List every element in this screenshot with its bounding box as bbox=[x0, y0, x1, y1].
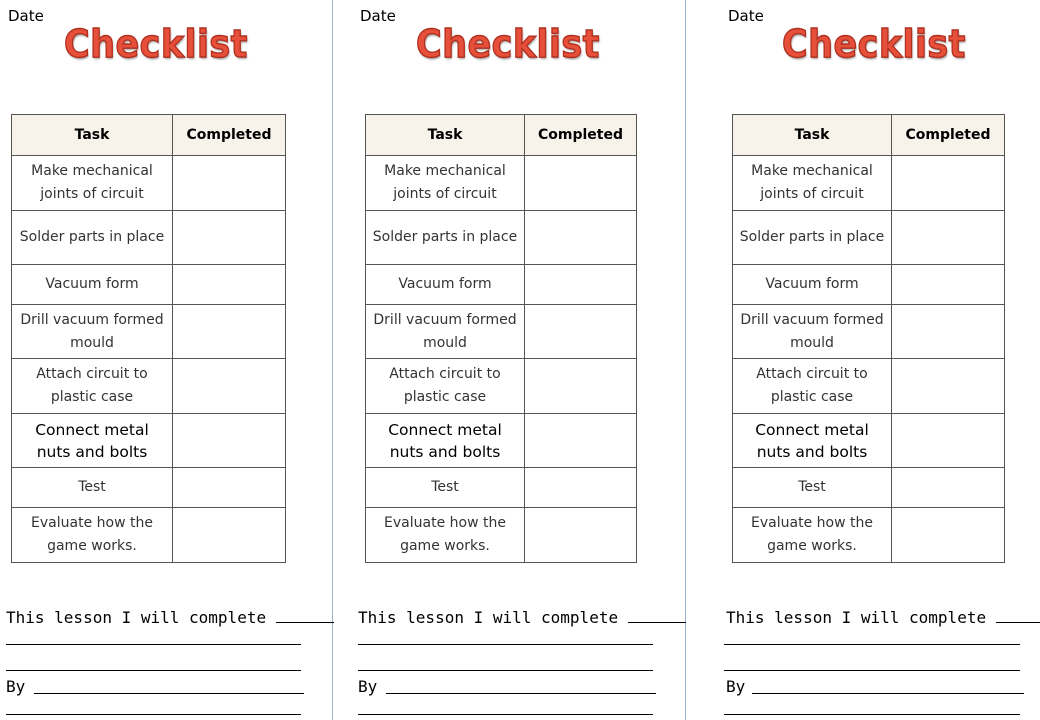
checklist-table bbox=[732, 114, 1005, 563]
task-cell: Solder parts in place bbox=[12, 211, 173, 265]
checklist-title: Checklist bbox=[64, 22, 248, 66]
date-label: Date bbox=[8, 7, 44, 25]
checklist-card-3 bbox=[720, 0, 1040, 720]
task-cell: Vacuum form bbox=[733, 265, 892, 305]
checklist-title: Checklist bbox=[416, 22, 600, 66]
task-cell: Make mechanical joints of circuit bbox=[733, 156, 892, 211]
task-cell: Attach circuit to plastic case bbox=[733, 359, 892, 414]
checklist-table bbox=[365, 114, 637, 563]
completed-cell[interactable] bbox=[173, 265, 286, 305]
task-header: Task bbox=[733, 115, 892, 156]
task-cell: Drill vacuum formed mould bbox=[733, 305, 892, 359]
completed-cell[interactable] bbox=[525, 156, 637, 211]
date-label: Date bbox=[360, 7, 396, 25]
lesson-line bbox=[358, 608, 686, 627]
table-row bbox=[733, 468, 1005, 508]
table-row bbox=[733, 211, 1005, 265]
task-cell: Connect metal nuts and bolts bbox=[12, 414, 173, 468]
task-cell: Solder parts in place bbox=[366, 211, 525, 265]
table-row bbox=[12, 211, 286, 265]
completed-cell[interactable] bbox=[525, 468, 637, 508]
table-row bbox=[12, 508, 286, 563]
checklist-card-1 bbox=[0, 0, 330, 720]
lesson-line bbox=[6, 608, 334, 627]
table-row bbox=[366, 211, 637, 265]
write-line[interactable] bbox=[358, 644, 653, 645]
completed-cell[interactable] bbox=[892, 265, 1005, 305]
table-row bbox=[733, 414, 1005, 468]
completed-cell[interactable] bbox=[892, 508, 1005, 563]
task-cell: Drill vacuum formed mould bbox=[12, 305, 173, 359]
completed-header: Completed bbox=[173, 115, 286, 156]
table-row bbox=[12, 468, 286, 508]
completed-cell[interactable] bbox=[173, 508, 286, 563]
lesson-line bbox=[726, 608, 1040, 627]
checklist-title: Checklist bbox=[782, 22, 966, 66]
table-row bbox=[733, 156, 1005, 211]
table-row bbox=[12, 414, 286, 468]
checklist-table bbox=[11, 114, 286, 563]
completed-cell[interactable] bbox=[525, 265, 637, 305]
table-header-row bbox=[12, 115, 286, 156]
by-line[interactable] bbox=[386, 693, 656, 694]
task-cell: Test bbox=[733, 468, 892, 508]
write-line[interactable] bbox=[724, 644, 1020, 645]
by-line[interactable] bbox=[752, 693, 1024, 694]
write-line[interactable] bbox=[358, 670, 653, 671]
lesson-blank[interactable] bbox=[276, 622, 334, 623]
table-row bbox=[366, 414, 637, 468]
by-label: By bbox=[726, 677, 746, 696]
checklist-card-2 bbox=[352, 0, 682, 720]
table-row bbox=[12, 359, 286, 414]
table-row bbox=[733, 265, 1005, 305]
task-header: Task bbox=[366, 115, 525, 156]
write-line[interactable] bbox=[724, 714, 1020, 715]
completed-cell[interactable] bbox=[525, 305, 637, 359]
task-cell: Connect metal nuts and bolts bbox=[733, 414, 892, 468]
by-line[interactable] bbox=[34, 693, 304, 694]
task-cell: Make mechanical joints of circuit bbox=[12, 156, 173, 211]
write-line[interactable] bbox=[6, 714, 301, 715]
write-line[interactable] bbox=[724, 670, 1020, 671]
completed-cell[interactable] bbox=[892, 211, 1005, 265]
lesson-blank[interactable] bbox=[628, 622, 686, 623]
completed-cell[interactable] bbox=[892, 156, 1005, 211]
task-cell: Attach circuit to plastic case bbox=[12, 359, 173, 414]
completed-cell[interactable] bbox=[173, 414, 286, 468]
task-cell: Evaluate how the game works. bbox=[366, 508, 525, 563]
task-cell: Attach circuit to plastic case bbox=[366, 359, 525, 414]
completed-cell[interactable] bbox=[525, 414, 637, 468]
task-header: Task bbox=[12, 115, 173, 156]
completed-cell[interactable] bbox=[525, 359, 637, 414]
table-row bbox=[366, 508, 637, 563]
completed-cell[interactable] bbox=[892, 305, 1005, 359]
write-line[interactable] bbox=[358, 714, 653, 715]
task-cell: Connect metal nuts and bolts bbox=[366, 414, 525, 468]
completed-cell[interactable] bbox=[173, 359, 286, 414]
table-row bbox=[366, 156, 637, 211]
task-cell: Solder parts in place bbox=[733, 211, 892, 265]
task-cell: Evaluate how the game works. bbox=[733, 508, 892, 563]
lesson-text: This lesson I will complete bbox=[6, 608, 267, 627]
task-cell: Vacuum form bbox=[12, 265, 173, 305]
table-row bbox=[12, 305, 286, 359]
task-cell: Make mechanical joints of circuit bbox=[366, 156, 525, 211]
table-row bbox=[366, 468, 637, 508]
lesson-blank[interactable] bbox=[996, 622, 1040, 623]
write-line[interactable] bbox=[6, 644, 301, 645]
completed-cell[interactable] bbox=[525, 211, 637, 265]
completed-cell[interactable] bbox=[525, 508, 637, 563]
table-row bbox=[733, 508, 1005, 563]
task-cell: Evaluate how the game works. bbox=[12, 508, 173, 563]
task-cell: Test bbox=[366, 468, 525, 508]
by-label: By bbox=[358, 677, 378, 696]
task-cell: Test bbox=[12, 468, 173, 508]
lesson-text: This lesson I will complete bbox=[726, 608, 987, 627]
write-line[interactable] bbox=[6, 670, 301, 671]
table-header-row bbox=[366, 115, 637, 156]
completed-cell[interactable] bbox=[892, 359, 1005, 414]
table-row bbox=[366, 359, 637, 414]
completed-cell[interactable] bbox=[173, 305, 286, 359]
date-label: Date bbox=[728, 7, 764, 25]
task-cell: Vacuum form bbox=[366, 265, 525, 305]
table-row bbox=[733, 359, 1005, 414]
completed-cell[interactable] bbox=[892, 468, 1005, 508]
table-row bbox=[12, 265, 286, 305]
completed-cell[interactable] bbox=[173, 468, 286, 508]
table-row bbox=[366, 265, 637, 305]
completed-cell[interactable] bbox=[173, 211, 286, 265]
completed-header: Completed bbox=[892, 115, 1005, 156]
table-row bbox=[366, 305, 637, 359]
table-row bbox=[733, 305, 1005, 359]
lesson-text: This lesson I will complete bbox=[358, 608, 619, 627]
completed-cell[interactable] bbox=[892, 414, 1005, 468]
completed-header: Completed bbox=[525, 115, 637, 156]
task-cell: Drill vacuum formed mould bbox=[366, 305, 525, 359]
table-row bbox=[12, 156, 286, 211]
by-label: By bbox=[6, 677, 26, 696]
completed-cell[interactable] bbox=[173, 156, 286, 211]
table-header-row bbox=[733, 115, 1005, 156]
